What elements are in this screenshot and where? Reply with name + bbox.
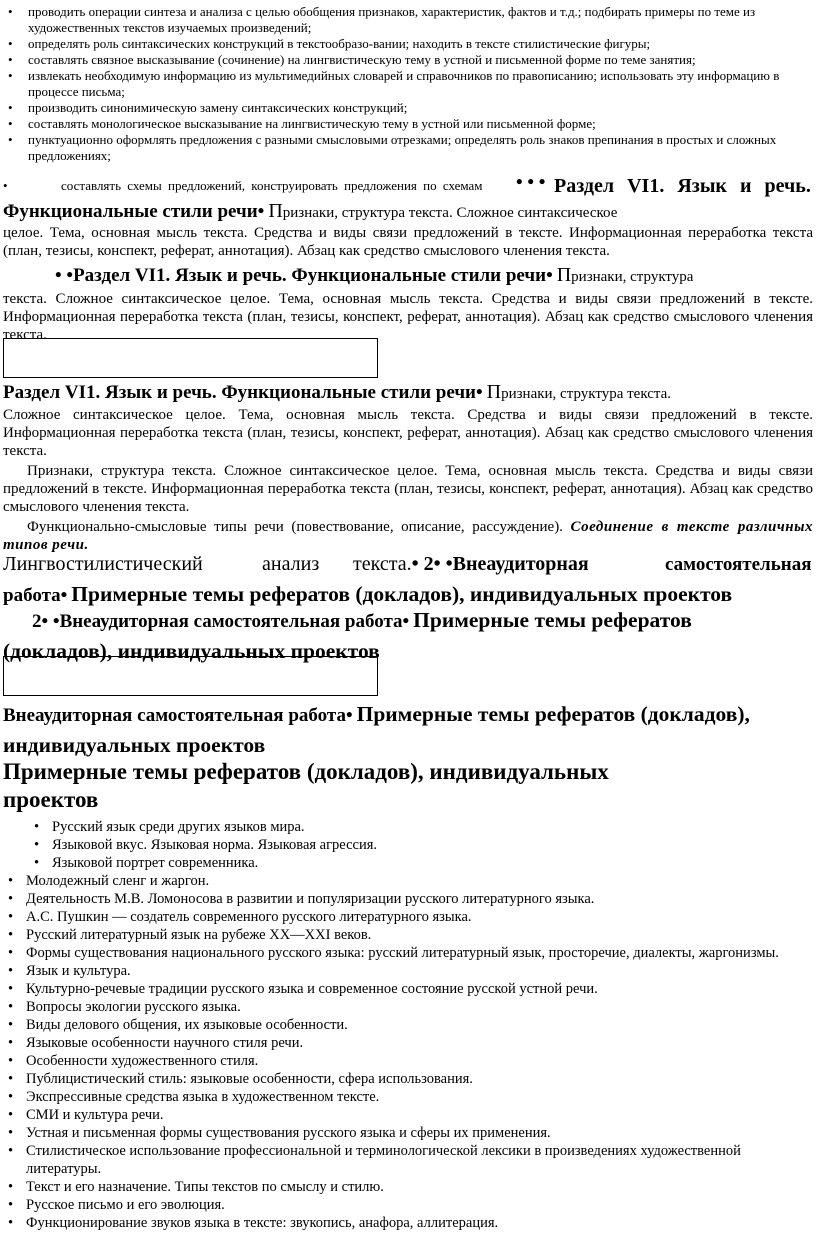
list-item: • пунктуационно оформлять предложения с разными смысловыми отрезками; определять роль знаков препинания в простых и сложных предложениях;: [8, 132, 808, 164]
list-item: составлять схемы предложений, конструировать предложения по схемам: [61, 178, 483, 193]
text-word: Внеаудиторная: [452, 553, 589, 575]
section-block-3: [3, 380, 813, 460]
analysis-line: [3, 552, 813, 582]
list-item: • Молодежный сленг и жаргон.: [6, 872, 812, 890]
number-label: 2: [423, 553, 434, 575]
drop-cap: П: [556, 264, 572, 286]
list-item: • Особенности художественного стиля.: [6, 1052, 812, 1070]
list-item: • Формы существования национального русского языка: русский литературный язык, просторечие, диалекты, жаргонизмы.: [6, 944, 812, 962]
heading-tail: ризнаки, структура: [571, 269, 694, 285]
topics-heading-inline: Примерные темы рефератов (докладов), индивидуальных проектов: [71, 582, 733, 606]
bullet-glyph: • • •: [516, 172, 546, 193]
heading-tail: ризнаки, структура текста. Сложное синтаксическое: [282, 205, 618, 221]
topics-list: [6, 818, 812, 1232]
list-item: • СМИ и культура речи.: [6, 1106, 812, 1124]
bullet-glyph: •: [257, 201, 265, 222]
list-item: • Язык и культура.: [6, 962, 812, 980]
empty-frame: [3, 338, 378, 378]
section-heading-line: [3, 700, 813, 731]
list-item: • Функционирование звуков языка в тексте: звукопись, анафора, аллитерация.: [6, 1214, 812, 1232]
list-item: • Виды делового общения, их языковые особенности.: [6, 1016, 812, 1034]
section-heading-line: [3, 380, 813, 406]
text-word: Лингвостилистический: [3, 553, 203, 575]
list-item: • Экспрессивные средства языка в художественном тексте.: [6, 1088, 812, 1106]
paragraph: текста. Сложное синтаксическое целое. Тема, основная мысль текста. Средства и виды связи предложений в тексте. Информационная переработка текста (план, тезисы, конспект, реферат, аннотация). Абзац как средство смыслового членения текста.: [3, 291, 813, 343]
list-item: • Культурно-речевые традиции русского языка и современное состояние русской устной речи.: [6, 980, 812, 998]
topics-heading-inline: (докладов), индивидуальных проектов: [3, 639, 380, 663]
text-word: анализ: [262, 553, 320, 575]
list-item: • Стилистическое использование профессиональной и терминологической лексики в произведениях художественной литературы.: [6, 1142, 812, 1178]
section-heading-line: [3, 606, 813, 637]
list-item: • проводить операции синтеза и анализа с целью обобщения признаков, характеристик, фактов и т.д.; подбирать примеры по теме из художественных текстов изучаемых произведений;: [8, 4, 808, 36]
list-item: • Деятельность М.В. Ломоносова в развитии и популяризации русского литературного языка.: [6, 890, 812, 908]
bullet-glyph: • •: [55, 265, 74, 286]
section-heading-part: Раздел VI1. Язык и речь.: [554, 175, 811, 197]
text-word: работа: [3, 585, 61, 606]
topics-heading-inline: индивидуальных проектов: [3, 733, 266, 757]
bullet-glyph: • •: [41, 611, 60, 632]
list-item: • Русский литературный язык на рубеже XX—XXI веков.: [6, 926, 812, 944]
list-item: • Языковые особенности научного стиля речи.: [6, 1034, 812, 1052]
section-block-5: [3, 700, 813, 759]
section-heading: Раздел VI1. Язык и речь. Функциональные стили речи: [3, 382, 476, 403]
list-item: • А.С. Пушкин — создатель современного русского литературного языка.: [6, 908, 812, 926]
list-item: • составлять связное высказывание (сочинение) на лингвистическую тему в устной и письменной форме по теме занятия;: [8, 52, 808, 68]
list-item: • Устная и письменная формы существования русского языка и сферы их применения.: [6, 1124, 812, 1142]
bullet-glyph: •: [3, 178, 8, 193]
section-heading-cont: Функциональные стили речи: [3, 201, 258, 222]
list-item: • Языковой портрет современника.: [6, 854, 812, 872]
empty-frame: [3, 656, 378, 696]
list-item: • Вопросы экологии русского языка.: [6, 998, 812, 1016]
section-block-2: [3, 262, 813, 344]
list-item: • производить синонимическую замену синтаксических конструкций;: [8, 100, 808, 116]
text-word: [353, 552, 589, 577]
bullet-glyph: •: [476, 382, 483, 403]
bullet-glyph: •: [411, 553, 419, 575]
paragraph: Сложное синтаксическое целое. Тема, основная мысль текста. Средства и виды связи предложений в тексте. Информационная переработка текста (план, тезисы, конспект, реферат, аннотация). Абзац как средство смыслового членения текста.: [3, 407, 813, 459]
bullet-glyph: •: [402, 611, 410, 632]
list-item: • извлекать необходимую информацию из мультимедийных словарей и справочников по правописанию; использовать эту информацию в процессе письма;: [8, 68, 808, 100]
number-label: 2: [32, 611, 42, 632]
list-item: • Публицистический стиль: языковые особенности, сфера использования.: [6, 1070, 812, 1088]
list-item: • Языковой вкус. Языковая норма. Языковая агрессия.: [6, 836, 812, 854]
intro-bullet-list: [8, 4, 808, 164]
section-heading-line: [3, 200, 617, 223]
topics-heading-inline: Примерные темы рефератов: [413, 608, 692, 632]
paragraph: целое. Тема, основная мысль текста. Средства и виды связи предложений в тексте. Информационная переработка текста (план, тезисы, конспект, реферат, аннотация). Абзац как средство смыслового членения текста.: [3, 225, 813, 259]
bullet-glyph: •: [546, 265, 553, 286]
bullet-glyph: •: [345, 705, 353, 726]
drop-cap: П: [486, 381, 502, 403]
paragraph-types: [3, 518, 813, 554]
section-heading-line: [3, 262, 813, 290]
bullet-glyph: • •: [433, 553, 453, 575]
paragraph-signs: Признаки, структура текста. Сложное синтаксическое целое. Тема, основная мысль текста. Средства и виды связи предложений в тексте. Информационная переработка текста (план, тезисы, конспект, реферат, аннотация). Абзац как средство смыслового членения текста.: [3, 463, 813, 515]
list-item: • Русское письмо и его эволюция.: [6, 1196, 812, 1214]
section-heading: Раздел VI1. Язык и речь. Функциональные стили речи: [73, 265, 547, 286]
list-item: • Текст и его назначение. Типы текстов по смыслу и стилю.: [6, 1178, 812, 1196]
paragraph-text: Функционально-смысловые типы речи (повествование, описание, рассуждение).: [27, 519, 563, 535]
heading-tail: ризнаки, структура текста.: [501, 386, 672, 402]
list-item: • Русский язык среди других языков мира.: [6, 818, 812, 836]
section-heading: Внеаудиторная самостоятельная работа: [59, 611, 403, 632]
drop-cap: П: [268, 200, 283, 222]
text-word: текста.: [353, 553, 412, 575]
bullet-glyph: •: [60, 585, 68, 606]
analysis-line-2: [3, 580, 813, 608]
text-word: самостоятельная: [665, 554, 812, 575]
italic-emphasis: Соединение в тексте различных типов речи.: [3, 519, 813, 553]
topics-heading-inline: Примерные темы рефератов (докладов),: [356, 702, 750, 726]
list-item: • составлять монологическое высказывание на лингвистическую тему в устной или письменной форме;: [8, 116, 808, 132]
list-item: • определять роль синтаксических конструкций в текстообразо-вании; находить в тексте стилистические фигуры;: [8, 36, 808, 52]
topics-heading: Примерные темы рефератов (докладов), индивидуальных проектов: [3, 759, 609, 812]
section-heading: Внеаудиторная самостоятельная работа: [3, 705, 346, 726]
